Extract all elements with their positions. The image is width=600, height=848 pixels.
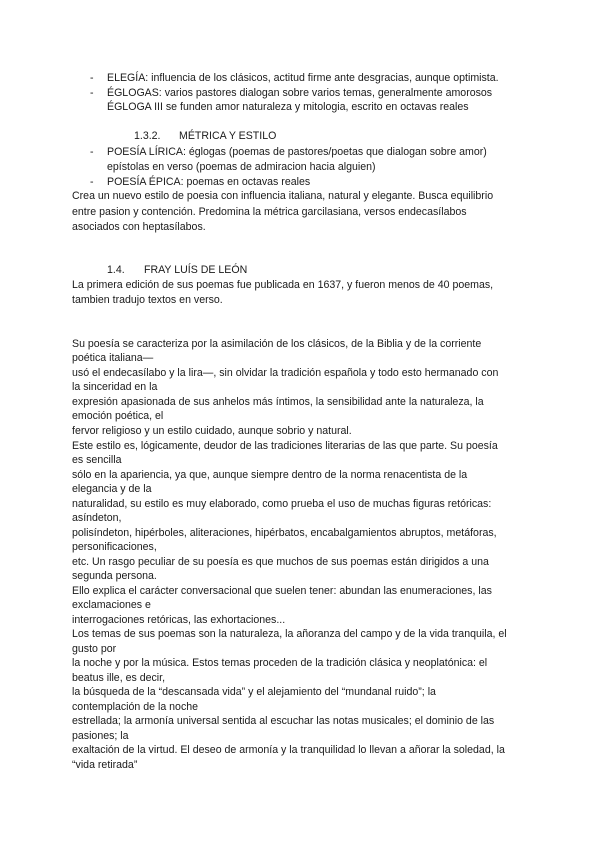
paragraph-line: personificaciones, — [72, 541, 157, 553]
paragraph-line: elegancia y de la — [72, 483, 152, 495]
paragraph-line: polisíndeton, hipérboles, aliteraciones, hipérbatos, encabalgamientos abruptos, metáforas, — [72, 527, 497, 539]
paragraph-line: expresión apasionada de sus anhelos más íntimos, la sensibilidad ante la naturaleza, la — [72, 396, 484, 408]
paragraph-line: asíndeton, — [72, 512, 122, 524]
paragraph-line: la noche y por la música. Estos temas proceden de la tradición clásica y neoplatónica: el — [72, 657, 488, 669]
paragraph-line: “vida retirada” — [72, 759, 138, 771]
bullet-marker: - — [90, 146, 94, 158]
paragraph-line: gusto por — [72, 643, 117, 655]
paragraph-line: poética italiana— — [72, 352, 154, 364]
paragraph-line: pasiones; la — [72, 730, 129, 742]
paragraph-line: Ello explica el carácter conversacional que suelen tener: abundan las enumeraciones, las — [72, 585, 492, 597]
paragraph-line: sólo en la apariencia, ya que, aunque siempre dentro de la norma renacentista de la — [72, 469, 468, 481]
paragraph-line: naturalidad, su estilo es muy elaborado, como prueba el uso de muchas figuras retóricas: — [72, 498, 492, 510]
paragraph-line: usó el endecasílabo y la lira—, sin olvidar la tradición española y todo esto hermanado con — [72, 367, 499, 379]
section-number: 1.4. — [107, 264, 125, 276]
bullet-epica: POESÍA ÉPICA: poemas en octavas reales — [107, 176, 311, 188]
paragraph-line: exaltación de la virtud. El deseo de armonía y la tranquilidad lo llevan a añorar la soledad, la — [72, 744, 505, 756]
paragraph-line: beatus ille, es decir, — [72, 672, 166, 684]
paragraph-line: la búsqueda de la “descansada vida” y el alejamiento del “mundanal ruido”; la — [72, 686, 436, 698]
paragraph-line: Crea un nuevo estilo de poesia con influencia italiana, natural y elegante. Busca equilibrio — [72, 190, 494, 202]
paragraph-line: es sencilla — [72, 454, 122, 466]
paragraph-line: etc. Un rasgo peculiar de su poesía es que muchos de sus poemas están dirigidos a una — [72, 556, 489, 568]
paragraph-line: asociados con heptasílabos. — [72, 221, 206, 233]
bullet-eglogas: ÉGLOGAS: varios pastores dialogan sobre varios temas, generalmente amorosos — [107, 87, 493, 99]
paragraph-line: Los temas de sus poemas son la naturaleza, la añoranza del campo y de la vida tranquila, el — [72, 628, 507, 640]
paragraph-line: Su poesía se caracteriza por la asimilación de los clásicos, de la Biblia y de la corriente — [72, 338, 482, 350]
paragraph-line: la sinceridad en la — [72, 381, 158, 393]
paragraph-line: entre pasion y contención. Predomina la métrica garcilasiana, versos endecasílabos — [72, 206, 467, 218]
paragraph-line: exclamaciones e — [72, 599, 151, 611]
paragraph-line: interrogaciones retóricas, las exhortaciones... — [72, 614, 286, 626]
paragraph-line: estrellada; la armonía universal sentida al escuchar las notas musicales; el dominio de las — [72, 715, 495, 727]
bullet-marker: - — [90, 87, 94, 99]
section-heading: FRAY LUÍS DE LEÓN — [144, 264, 248, 276]
paragraph-line: La primera edición de sus poemas fue publicada en 1637, y fueron menos de 40 poemas, — [72, 279, 494, 291]
paragraph-line: tambien tradujo textos en verso. — [72, 294, 223, 306]
paragraph-line: fervor religioso y un estilo cuidado, aunque sobrio y natural. — [72, 425, 352, 437]
bullet-lirica-continuation: epístolas en verso (poemas de admiracion hacia alguien) — [107, 161, 376, 173]
paragraph-line: emoción poética, el — [72, 410, 164, 422]
bullet-eglogas-continuation: ÉGLOGA III se funden amor naturaleza y mitologia, escrito en octavas reales — [107, 101, 469, 113]
bullet-marker: - — [90, 176, 94, 188]
section-number: 1.3.2. — [134, 130, 161, 142]
section-heading: MÉTRICA Y ESTILO — [179, 130, 277, 142]
paragraph-line: segunda persona. — [72, 570, 157, 582]
bullet-elegia: ELEGÍA: influencia de los clásicos, actitud firme ante desgracias, aunque optimista. — [107, 72, 499, 84]
paragraph-line: Este estilo es, lógicamente, deudor de las tradiciones literarias de las que parte. Su poesía — [72, 440, 498, 452]
paragraph-line: contemplación de la noche — [72, 701, 199, 713]
bullet-marker: - — [90, 72, 94, 84]
bullet-lirica: POESÍA LÍRICA: églogas (poemas de pastores/poetas que dialogan sobre amor) — [107, 146, 487, 158]
